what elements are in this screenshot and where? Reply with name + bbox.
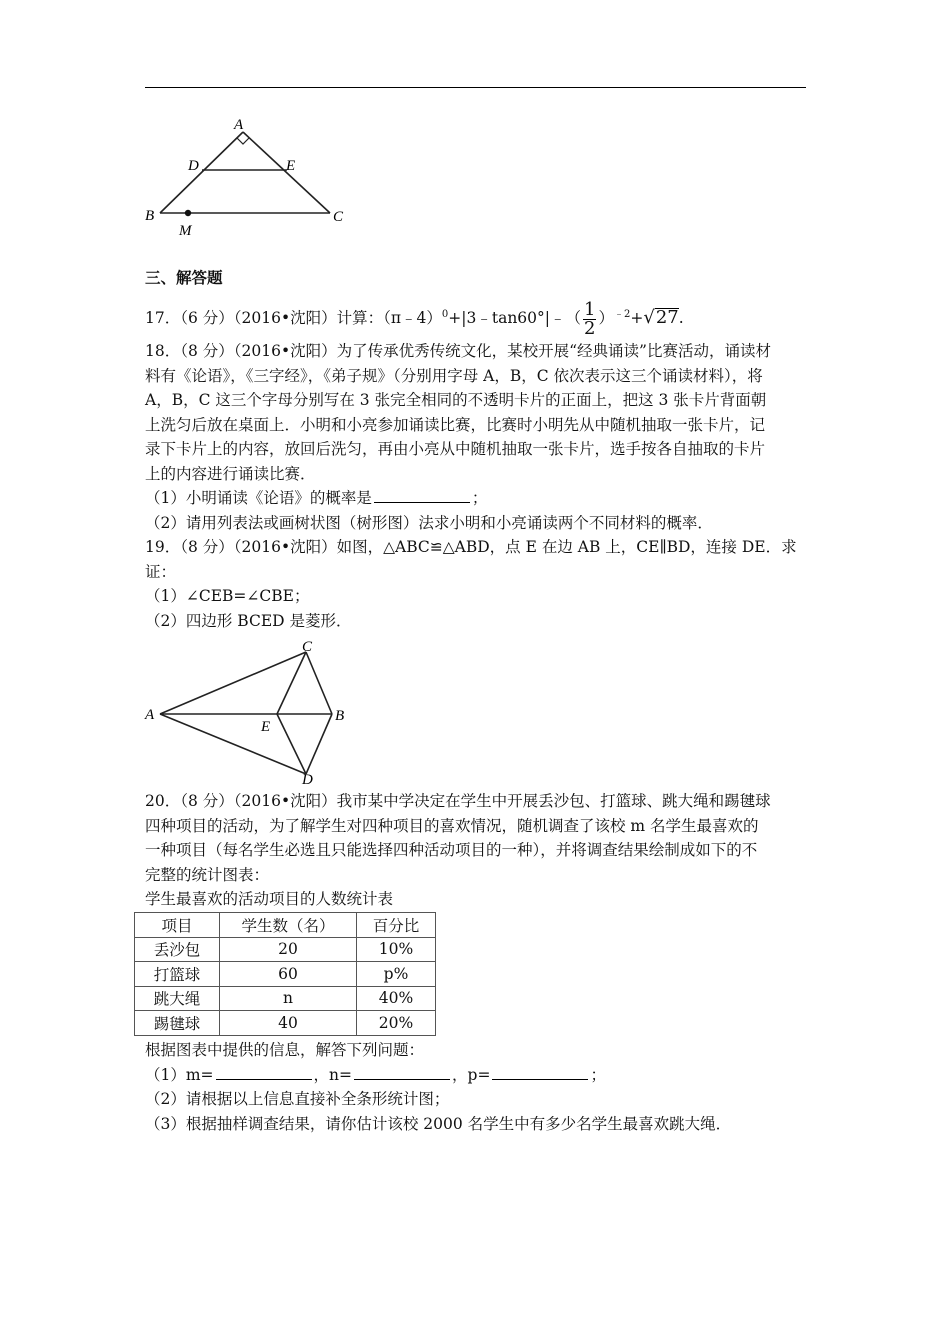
q17-plus: + [630, 309, 644, 328]
label-a: A [145, 707, 155, 723]
question-18 [145, 339, 815, 535]
q17-end: . [678, 309, 684, 328]
question-20-parts [145, 1038, 815, 1136]
q18-line: 上的内容进行诵读比赛． [145, 464, 316, 483]
q17-close: ） [598, 309, 614, 328]
stats-table [134, 912, 436, 1036]
q20-after-table: 根据图表中提供的信息，解答下列问题： [145, 1041, 425, 1059]
table-caption: 学生最喜欢的活动项目的人数统计表 [145, 890, 394, 908]
table-row: 丢沙包 20 10% [135, 937, 436, 962]
answer-blank-p[interactable] [492, 1064, 588, 1080]
q20-line: 完整的统计图表： [145, 865, 270, 884]
question-19 [145, 535, 815, 633]
q18-sub1: （1）小明诵读《论语》的概率是 ； [145, 489, 488, 507]
label-c: C [302, 639, 313, 655]
q18-line: 录下卡片上的内容，放回后洗匀，再由小亮从中随机抽取一张卡片，选手按各自抽取的卡片 [145, 440, 766, 458]
q18-line: A，B，C 这三个字母分别写在 3 张完全相同的不透明卡片的正面上，把这 3 张卡片背面朝 [145, 391, 767, 409]
q17-exponent-neg2: ﹣2 [613, 309, 631, 320]
q20-line: 20．（8 分）（2016•沈阳）我市某中学决定在学生中开展丢沙包、打篮球、跳大绳和踢毽球 [145, 792, 771, 810]
q20-line: 四种项目的活动，为了解学生对四种项目的喜欢情况，随机调查了该校 m 名学生最喜欢的 [145, 816, 759, 835]
label-b: B [145, 208, 155, 224]
q17-radicand: 27 [655, 307, 679, 329]
table-row: 踢毽球 40 20% [135, 1011, 436, 1036]
q18-line: 18．（8 分）（2016•沈阳）为了传承优秀传统文化，某校开展“经典诵读”比赛活动，诵读材 [145, 342, 771, 360]
answer-blank-m[interactable] [216, 1064, 312, 1080]
q19-sub1: （1）∠CEB=∠CBE； [145, 587, 310, 605]
table-row: 跳大绳 n 40% [135, 986, 436, 1011]
q20-line: 一种项目（每名学生必选且只能选择四种活动项目的一种），并将调查结果绘制成如下的不 [145, 841, 758, 859]
q18-line: 料有《论语》，《三字经》，《弟子规》（分别用字母 A，B，C 依次表示这三个诵读材料），将 [145, 366, 763, 385]
question-20 [145, 789, 815, 912]
label-b: B [335, 708, 345, 724]
q17-mid: +|3﹣tan60°|﹣（ [448, 309, 582, 328]
figure-quadrilateral-bced [140, 636, 360, 786]
q18-line: 上洗匀后放在桌面上．小明和小亮参加诵读比赛，比赛时小明先从中随机抽取一张卡片，记 [145, 415, 766, 434]
q20-sub1: （1）m= ，n= ，p= ； [145, 1065, 606, 1084]
q17-fraction: $\frac{1}{2}$ [584, 298, 596, 339]
table-row: 打篮球 60 p% [135, 962, 436, 987]
q19-line: 19．（8 分）（2016•沈阳）如图，△ABC≌△ABD，点 E 在边 AB 上，CE∥BD，连接 DE．求 [145, 538, 797, 556]
q17-exponent-zero: 0 [441, 309, 449, 320]
label-e: E [286, 158, 296, 174]
q18-sub2: （2）请用列表法或画树状图（树形图）法求小明和小亮诵读两个不同材料的概率． [145, 513, 713, 532]
label-d: D [188, 158, 199, 174]
label-e: E [261, 719, 271, 735]
sqrt-icon: √ [643, 307, 655, 329]
answer-blank[interactable] [374, 487, 470, 503]
header-cell: 百分比 [357, 913, 436, 938]
q19-line: 证： [145, 562, 177, 581]
q20-sub2: （2）请根据以上信息直接补全条形统计图； [145, 1090, 450, 1108]
point-m [185, 210, 191, 216]
label-m: M [179, 223, 192, 239]
header-rule [145, 87, 806, 88]
answer-blank-n[interactable] [354, 1064, 450, 1080]
q19-sub2: （2）四边形 BCED 是菱形． [145, 611, 352, 630]
q17-prefix: 17．（6 分）（2016•沈阳）计算：（π﹣4） [145, 309, 442, 328]
header-cell: 项目 [135, 913, 220, 938]
table-header-row [135, 913, 436, 938]
figure-triangle-abc [140, 115, 360, 240]
header-cell: 学生数（名） [220, 913, 357, 938]
question-17 [145, 300, 815, 338]
section-title: 三、解答题 [145, 268, 223, 287]
label-d: D [302, 772, 313, 786]
label-a: A [234, 117, 244, 133]
q20-sub3: （3）根据抽样调查结果，请你估计该校 2000 名学生中有多少名学生最喜欢跳大绳． [145, 1114, 732, 1133]
label-c: C [333, 209, 344, 225]
